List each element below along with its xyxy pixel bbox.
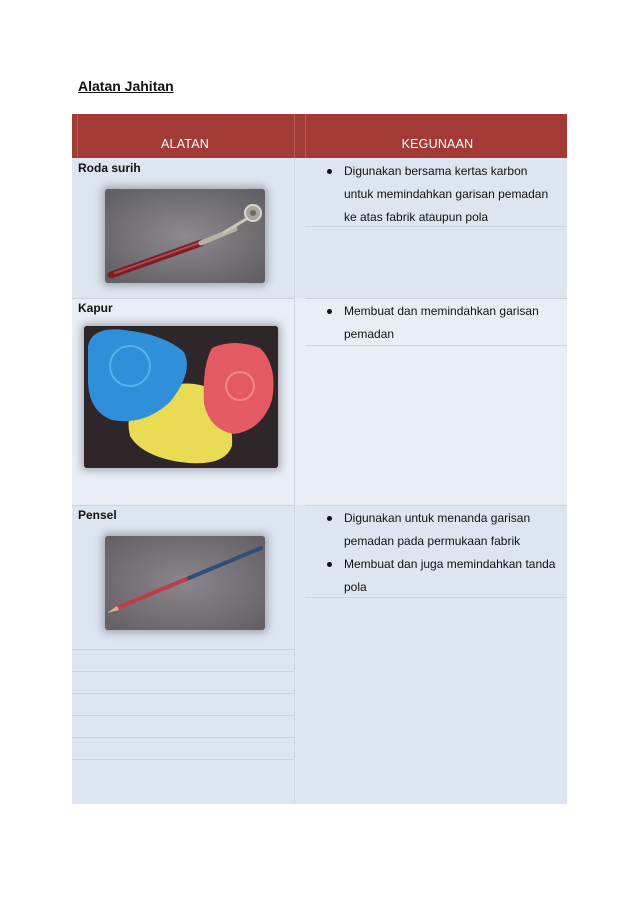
list-item: Membuat dan juga memindahkan tanda pola: [324, 553, 560, 599]
bullet-icon: [327, 516, 332, 521]
list-item: Membuat dan memindahkan garisan pemadan: [324, 300, 560, 346]
tracing-wheel-photo: [105, 189, 265, 283]
bullet-icon: [327, 309, 332, 314]
list-item: Digunakan bersama kertas karbon untuk memindahkan garisan pemadan ke atas fabrik ataupun pola: [324, 160, 560, 229]
bullet-icon: [327, 562, 332, 567]
tailor-chalk-photo: [84, 326, 278, 468]
tools-table: [72, 114, 567, 804]
pencil-photo: [105, 536, 265, 630]
bullet-icon: [327, 169, 332, 174]
document-title: Alatan Jahitan: [78, 78, 174, 94]
tool-name-pensel: Pensel: [78, 508, 117, 522]
tool-name-roda-surih: Roda surih: [78, 161, 141, 175]
list-item: Digunakan untuk menanda garisan pemadan pada permukaan fabrik: [324, 507, 560, 553]
header-kegunaan: KEGUNAAN: [401, 137, 474, 151]
uses-list-pensel: [324, 507, 560, 599]
uses-list-roda-surih: [324, 160, 560, 229]
column-divider: [294, 158, 295, 804]
table-header: [72, 114, 567, 158]
uses-list-kapur: [324, 300, 560, 346]
header-alatan: ALATAN: [161, 137, 209, 151]
tool-name-kapur: Kapur: [78, 301, 113, 315]
